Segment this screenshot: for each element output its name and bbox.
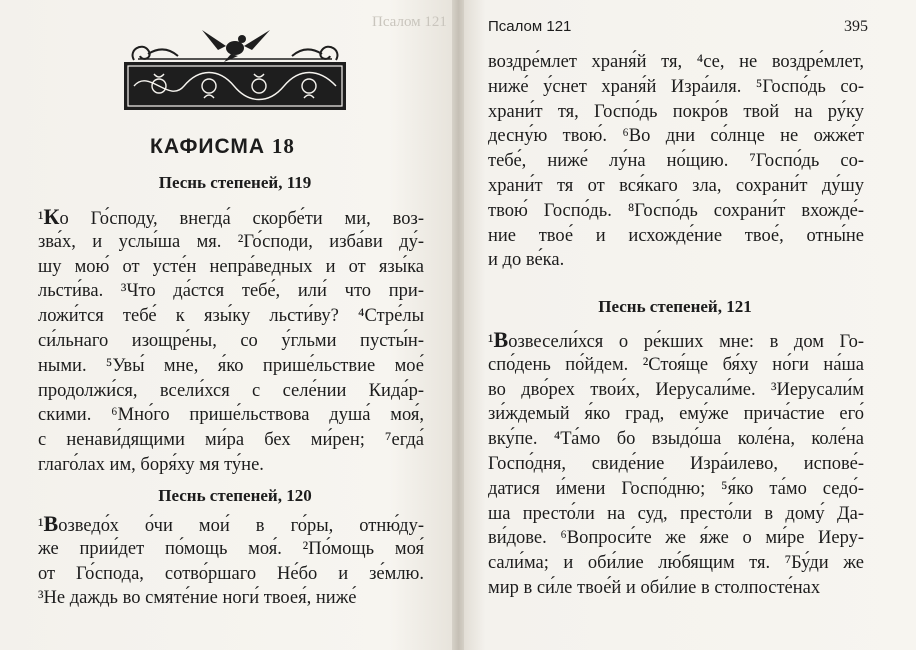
verse-line: храни́т тя, Госпо́дь покро́в твой на ру́ку [488,101,864,122]
verse-line: мир в си́ле твое́й и оби́лие в столпосте́нах [488,577,821,598]
running-head: Псалом 121 [488,18,572,35]
verse-line: храни́т тя от вся́каго зла, сохрани́т ду́шу [488,175,864,196]
verse-line: Госпо́дня, свиде́ние Изра́илево, испове́- [488,453,864,474]
psalm-120-text [38,512,424,611]
verse-line: от Го́спода, сотво́ршаго Не́бо и зе́млю. [38,563,424,584]
verse-line: зва́х, и услы́ша мя. ²Го́споди, изба́ви ду́- [38,231,424,252]
psalm-121-heading: Песнь степеней, 121 [598,297,752,316]
verse-line: ¹Возвесели́хся о ре́кших мне: в дом Го- [488,327,864,352]
kathisma-title [150,134,350,159]
verse-line: воздре́млет храня́й тя, ⁴се, не воздре́млет, [488,52,864,72]
kathisma-number: 18 [271,134,295,158]
bleed-through-text: Псалом 121 [372,14,447,30]
ornament-headpiece-icon [114,26,356,112]
verse-line: продолжи́ся, всели́хся с селе́нии Кида́р- [38,380,424,401]
verse-line: сали́ма; и оби́лие лю́бящим тя. ⁷Бу́ди же [488,553,864,574]
verse-line: и до ве́ка. [488,250,565,271]
psalm-119-text [38,205,424,478]
verse-line: датися и́мени Госпо́дню; ⁵я́ко та́мо седо́- [488,478,864,499]
verse-line: во дво́рех твои́х, Иерусали́ме. ³Иерусали́м [488,379,864,400]
verse-line: с ненави́дящими ми́ра бех ми́рен; ⁷егда́ [38,430,424,451]
verse-line: ви́дове. ⁶Вопроси́те же я́же о ми́ре Иеру- [488,528,864,549]
verse-line: си́льнаго изощре́ны, со у́гльми пусты́н- [38,330,424,351]
book-gutter [452,0,464,650]
psalm-120-continuation-text [488,50,864,273]
verse-line: же прии́дет по́мощь моя́. ²По́мощь моя́ [38,538,424,559]
page-number: 395 [844,18,868,35]
verse-line: десну́ю твою́. ⁶Во дни со́лнце не ожже́т [488,126,864,147]
verse-line: вку́пе. ⁴Та́мо бо взыдо́ша коле́на, коле́на [488,429,864,450]
verse-line: глаго́лах им, боря́ху мя ту́не. [38,454,264,475]
verse-line: шу мою́ от усте́н непра́ведных и от язы́ка [38,256,424,277]
verse-line: ¹Ко Го́споду, внегда́ скорбе́ти ми, воз- [38,204,424,229]
verse-line: тебе́, ниже́ лу́на но́щию. ⁷Госпо́дь со- [488,151,864,172]
verse-line: ние твое́ и исхожде́ние твое́, отны́не [488,225,864,246]
verse-line: льсти́ва. ³Что да́стся тебе́, или́ что при- [38,281,424,302]
verse-line: ными. ⁵Увы́ мне, я́ко прише́льствие мое́ [38,355,424,376]
kathisma-word: КАФИСМА [150,135,266,158]
verse-line: ложи́тся тебе́ к язы́ку льсти́ву? ⁴Стре́лы [38,306,424,327]
verse-line: твою́ Госпо́дь. ⁸Госпо́дь сохрани́т вхожде́- [488,200,864,221]
verse-line: ниже́ у́снет храня́й Изра́иля. ⁵Госпо́дь со- [488,76,864,97]
verse-line: ша престо́ли на суд, престо́ли в дому́ Да- [488,503,864,524]
verse-line: спо́день по́йдем. ²Стоя́ще бя́ху но́ги на́ша [488,354,864,375]
verse-line: зи́ждемый я́ко град, ему́же прича́стие его́ [488,404,864,425]
psalm-121-text [488,328,864,601]
psalm-120-heading: Песнь степеней, 120 [158,486,312,505]
psalm-119-heading: Песнь степеней, 119 [158,173,312,192]
verse-line: ³Не даждь во смяте́ние ноги́ твоея́, ниже́ [38,588,357,609]
verse-line: ¹Возведо́х о́чи мои́ в го́ры, отню́ду- [38,511,424,536]
verse-line: скими. ⁶Мно́го прише́льствова душа́ моя́, [38,405,424,426]
